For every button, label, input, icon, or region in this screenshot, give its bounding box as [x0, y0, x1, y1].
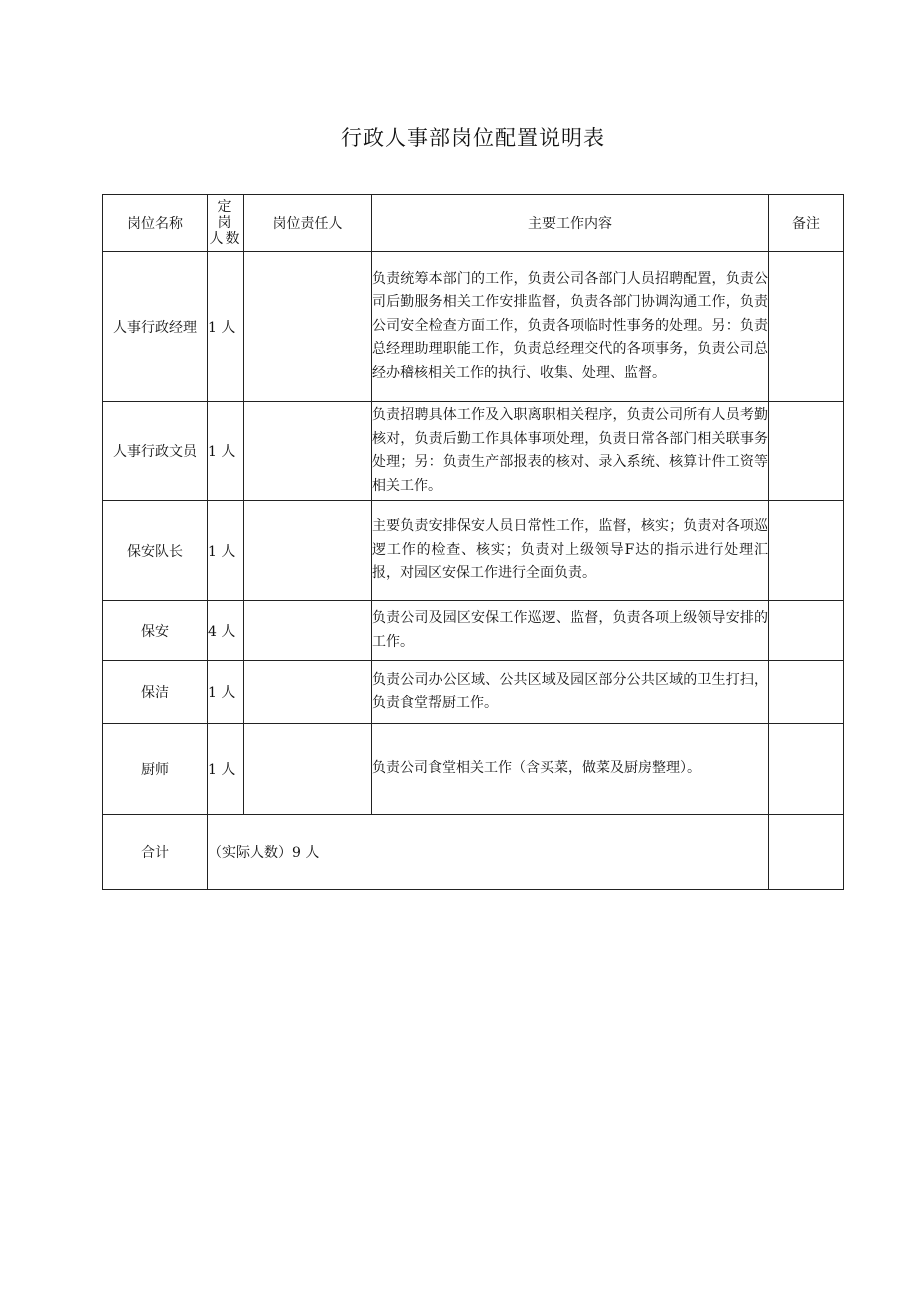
remarks-cell: [769, 601, 844, 661]
duties-cell: 负责公司及园区安保工作巡逻、监督，负责各项上级领导安排的工作。: [372, 601, 769, 661]
staffing-table: [102, 194, 844, 890]
position-cell: 人事行政文员: [103, 402, 208, 501]
remarks-cell: [769, 402, 844, 501]
remarks-cell: [769, 501, 844, 601]
total-remarks-cell: [769, 815, 844, 890]
quota-cell: 1 人: [208, 402, 244, 501]
quota-cell: 1 人: [208, 501, 244, 601]
header-person: 岗位责任人: [244, 195, 372, 252]
header-quota: 定 岗 人数: [208, 195, 244, 252]
person-cell: [244, 501, 372, 601]
duties-cell: 负责公司办公区域、公共区域及园区部分公共区域的卫生打扫，负责食堂帮厨工作。: [372, 661, 769, 724]
position-cell: 人事行政经理: [103, 252, 208, 402]
table-row: [103, 601, 844, 661]
position-cell: 保安队长: [103, 501, 208, 601]
header-position: 岗位名称: [103, 195, 208, 252]
header-remarks: 备注: [769, 195, 844, 252]
duties-cell: 负责公司食堂相关工作（含买菜，做菜及厨房整理）。: [372, 724, 769, 815]
page-title: 行政人事部岗位配置说明表: [341, 126, 605, 150]
position-cell: 厨师: [103, 724, 208, 815]
total-label: 合计: [103, 815, 208, 890]
duties-cell: 负责招聘具体工作及入职离职相关程序，负责公司所有人员考勤核对，负责后勤工作具体事项处理，负责日常各部门相关联事务处理；另：负责生产部报表的核对、录入系统、核算计件工资等相关工作。: [372, 402, 769, 501]
table-row: [103, 724, 844, 815]
duties-cell: 负责统筹本部门的工作，负责公司各部门人员招聘配置，负责公司后勤服务相关工作安排监督，负责各部门协调沟通工作，负责公司安全检查方面工作，负责各项临时性事务的处理。另：负责总经理助理职能工作，负责总经理交代的各项事务，负责公司总经办稽核相关工作的执行、收集、处理、监督。: [372, 252, 769, 402]
quota-cell: 4 人: [208, 601, 244, 661]
person-cell: [244, 402, 372, 501]
total-row: [103, 815, 844, 890]
quota-cell: 1 人: [208, 661, 244, 724]
table-header-row: [103, 195, 844, 252]
table-row: [103, 252, 844, 402]
table-row: [103, 501, 844, 601]
quota-cell: 1 人: [208, 724, 244, 815]
person-cell: [244, 724, 372, 815]
remarks-cell: [769, 252, 844, 402]
person-cell: [244, 661, 372, 724]
remarks-cell: [769, 661, 844, 724]
position-cell: 保安: [103, 601, 208, 661]
person-cell: [244, 601, 372, 661]
remarks-cell: [769, 724, 844, 815]
table-row: [103, 402, 844, 501]
total-value: （实际人数）9 人: [208, 815, 769, 890]
duties-cell: 主要负责安排保安人员日常性工作，监督，核实；负责对各项巡逻工作的检查、核实；负责对上级领导F达的指示进行处理汇报，对园区安保工作进行全面负责。: [372, 501, 769, 601]
header-duties: 主要工作内容: [372, 195, 769, 252]
position-cell: 保洁: [103, 661, 208, 724]
table-row: [103, 661, 844, 724]
person-cell: [244, 252, 372, 402]
quota-cell: 1 人: [208, 252, 244, 402]
